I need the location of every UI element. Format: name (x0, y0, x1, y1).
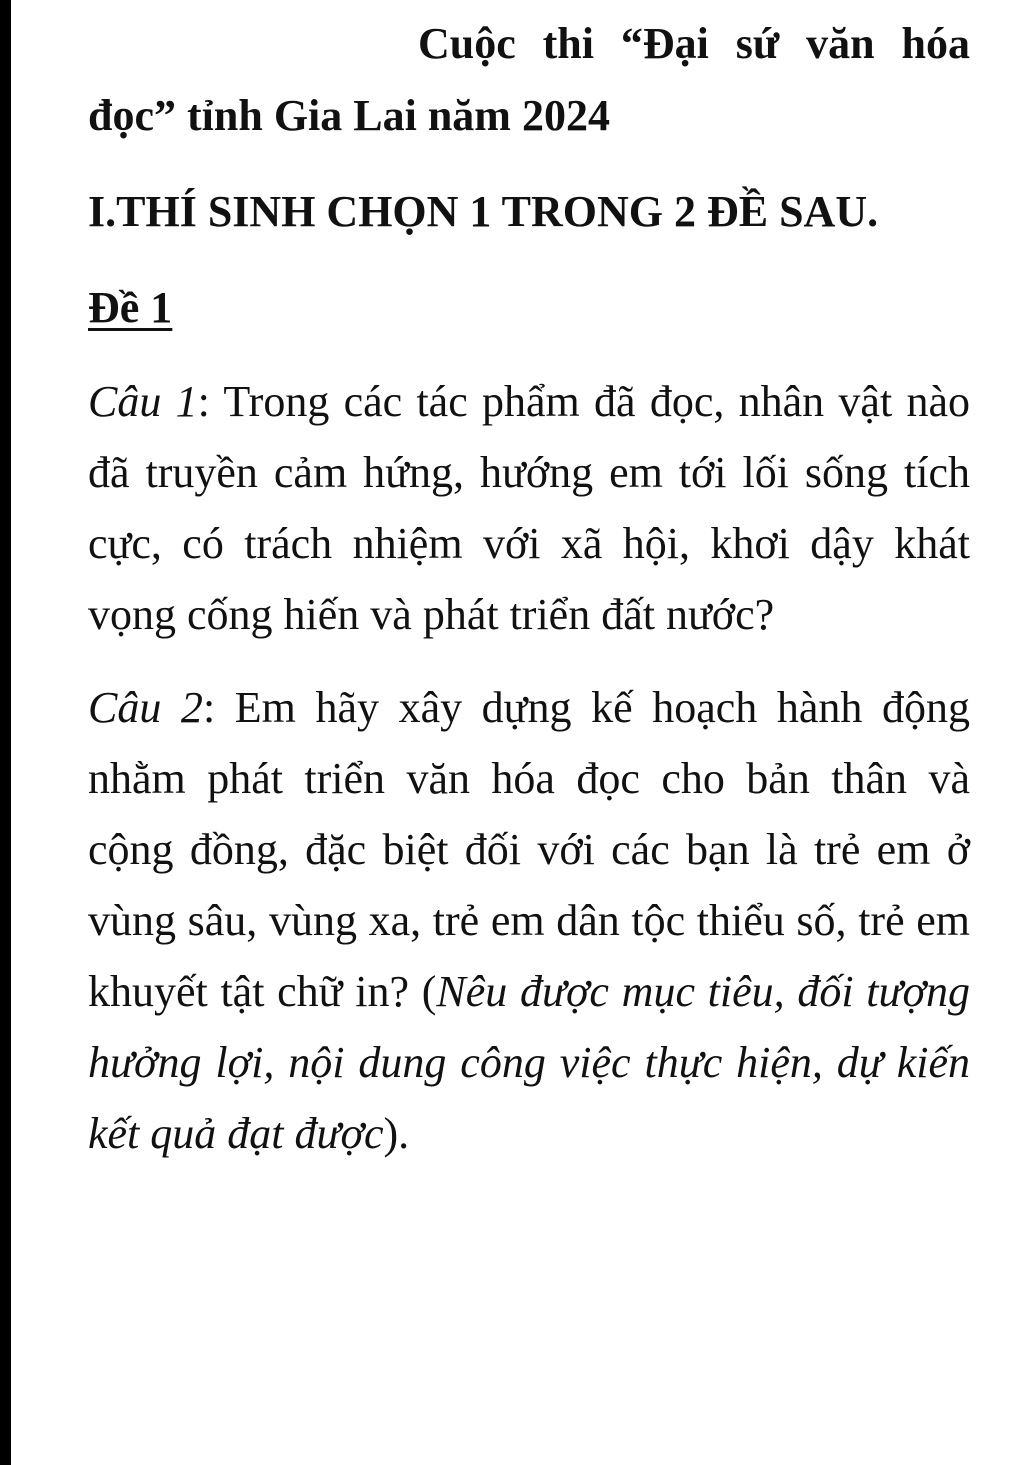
contest-title: Cuộc thi “Đại sứ văn hóa đọc” tỉnh Gia Lai năm 2024 (88, 19, 970, 140)
question-2-separator: : (202, 683, 216, 732)
question-1-label: Câu 1 (88, 377, 198, 426)
question-2-text: Em hãy xây dựng kế hoạch hành động nhằm phát triển văn hóa đọc cho bản thân và cộng đồng, đặc biệt đối với các bạn là trẻ em ở vùng sâu, vùng xa, trẻ em dân tộc thiểu số, trẻ em khuyết tật chữ in? ( (88, 683, 970, 1016)
section-heading: I.THÍ SINH CHỌN 1 TRONG 2 ĐỀ SAU. (88, 187, 879, 236)
question-1-text: Trong các tác phẩm đã đọc, nhân vật nào đã truyền cảm hứng, hướng em tới lối sống tích cực, có trách nhiệm với xã hội, khơi dậy khát vọng cống hiến và phát triển đất nước? (88, 377, 970, 639)
exam-label: Đề 1 (88, 283, 173, 332)
question-1-separator: : (197, 377, 210, 426)
question-1 (88, 366, 970, 650)
question-2 (88, 672, 970, 1169)
left-edge-border (0, 0, 11, 1465)
question-2-label: Câu 2 (88, 683, 203, 732)
question-2-note: Nêu được mục tiêu, đối tượng hưởng lợi, nội dung công việc thực hiện, dự kiến kết quả đạt được (88, 967, 971, 1158)
document-page (88, 8, 970, 1169)
question-2-closing: ). (383, 1109, 410, 1158)
